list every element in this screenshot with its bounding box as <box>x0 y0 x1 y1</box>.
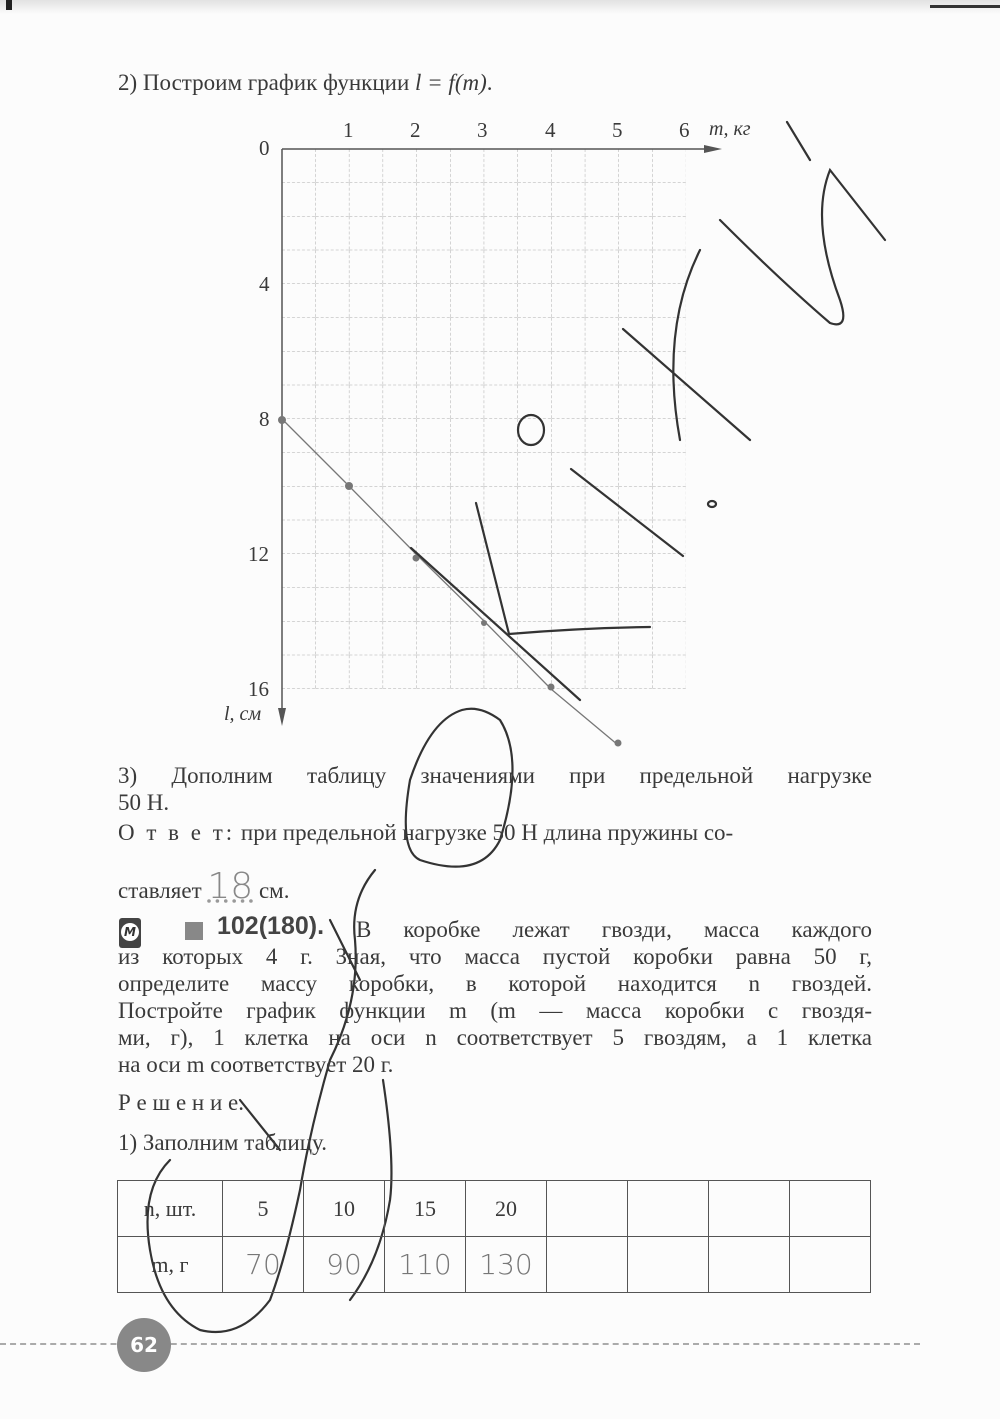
answer-line2: ставляет 18 см. <box>118 866 290 907</box>
table-cell: 20 <box>466 1181 547 1237</box>
table-cell <box>790 1237 871 1293</box>
task-line-1: В коробке лежат гвозди, масса каждого <box>356 917 872 942</box>
y-tick-4: 4 <box>259 272 270 296</box>
solution-label: Р е ш е н и е. <box>118 1090 244 1115</box>
table-cell <box>628 1181 709 1237</box>
chart-grid <box>282 149 686 689</box>
task-line-6: на оси m соответствует 20 г. <box>118 1052 394 1077</box>
task-line-2: из которых 4 г. Зная, что масса пустой коробки равна 50 г, <box>118 944 872 969</box>
answer-line: О т в е т: при предельной нагрузке 50 Н длина пружины со- <box>118 820 734 845</box>
table-cell-handwritten: 70 <box>223 1237 304 1293</box>
section3-line1: 3) Дополним таблицу значениями при предельной нагрузке <box>118 763 872 788</box>
table-row-m <box>118 1237 871 1293</box>
row-header-m: m, г <box>118 1237 223 1293</box>
y-tick-12: 12 <box>248 542 269 566</box>
y-tick-16: 16 <box>248 677 269 701</box>
step1-label: 1) Заполним таблицу. <box>118 1130 327 1155</box>
row-header-n: n, шт. <box>118 1181 223 1237</box>
x-tick-4: 4 <box>545 118 556 142</box>
table-cell <box>790 1181 871 1237</box>
difficulty-square-icon <box>185 922 203 940</box>
task-line-3: определите массу коробки, в которой находится n гвоздей. <box>118 971 872 996</box>
x-tick-1: 1 <box>343 118 354 142</box>
table-cell: 5 <box>223 1181 304 1237</box>
function-formula: l = f(m) <box>415 70 487 95</box>
task-line-4: Постройте график функции m (m — масса коробки с гвоздя- <box>118 998 872 1023</box>
table-row-n <box>118 1181 871 1237</box>
table-cell: 10 <box>304 1181 385 1237</box>
x-tick-3: 3 <box>477 118 488 142</box>
method-badge-icon: М <box>119 918 141 948</box>
x-axis-title: m, кг <box>709 118 751 140</box>
x-tick-5: 5 <box>612 118 623 142</box>
table-cell <box>628 1237 709 1293</box>
origin-label: 0 <box>259 136 270 160</box>
task-line-5: ми, г), 1 клетка на оси n соответствует 5 гвоздям, а 1 клетка <box>118 1025 872 1050</box>
section3-line2: 50 Н. <box>118 790 170 815</box>
answer-value: 18 <box>207 866 254 907</box>
table-cell <box>547 1237 628 1293</box>
y-axis-title: l, см <box>224 703 262 725</box>
table-cell: 15 <box>385 1181 466 1237</box>
section2-heading: 2) Построим график функции l = f(m). <box>118 70 493 95</box>
table-cell-handwritten: 130 <box>466 1237 547 1293</box>
page-number-badge: 62 <box>117 1318 171 1372</box>
x-tick-2: 2 <box>410 118 421 142</box>
table-cell <box>709 1181 790 1237</box>
task-number: 102(180). <box>217 912 325 940</box>
table-cell-handwritten: 110 <box>385 1237 466 1293</box>
x-axis-arrow-icon <box>704 145 722 153</box>
y-axis-arrow-icon <box>278 708 286 726</box>
table-cell-handwritten: 90 <box>304 1237 385 1293</box>
values-table <box>117 1180 871 1293</box>
table-cell <box>709 1237 790 1293</box>
y-tick-8: 8 <box>259 407 270 431</box>
answer-label: О т в е т: <box>118 820 236 845</box>
x-tick-6: 6 <box>679 118 690 142</box>
table-cell <box>547 1181 628 1237</box>
